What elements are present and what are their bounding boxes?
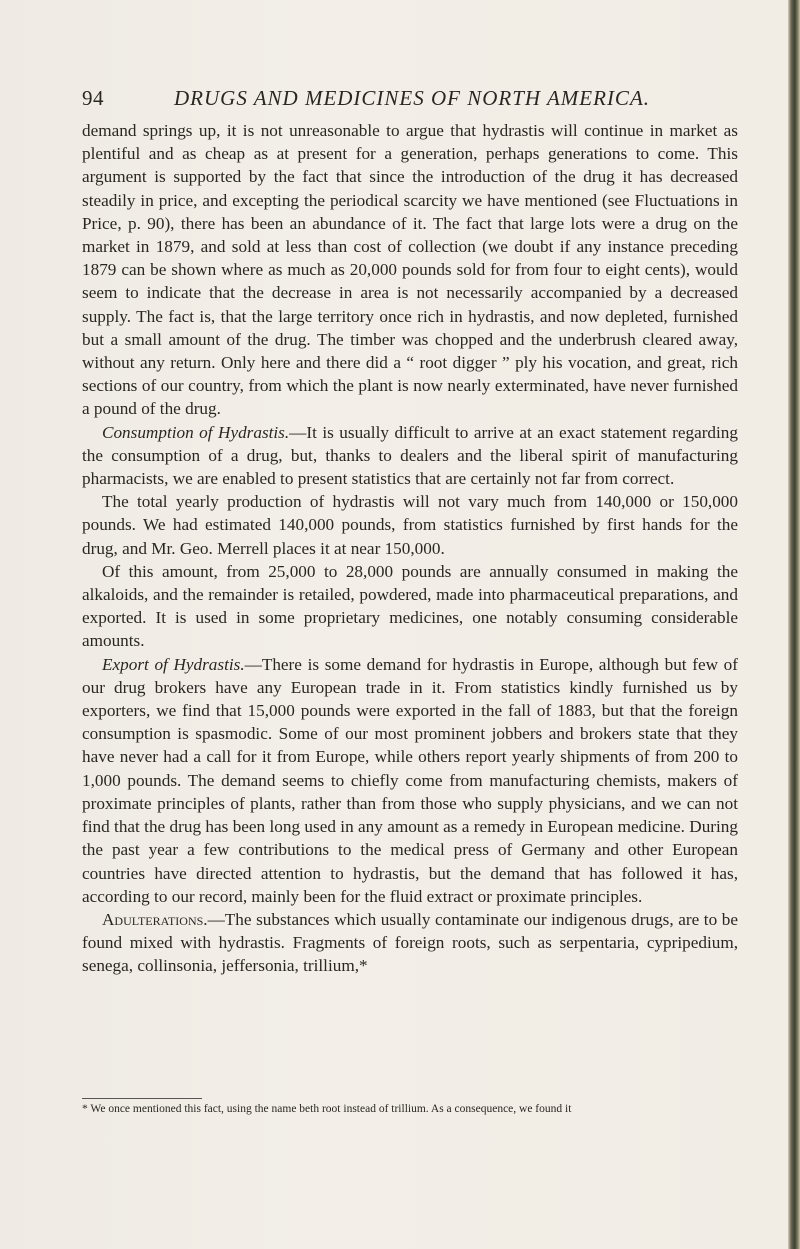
section-heading-consumption: Consumption of Hydrastis. — [102, 422, 290, 442]
page-number: 94 — [82, 86, 104, 110]
body-text — [82, 119, 738, 978]
paragraph-production: The total yearly production of hydrastis will not vary much from 140,000 or 150,000 pounds. We had estimated 140,000 pounds, from statistics furnished by first hands for the drug, and Mr. Geo. Merrell places it at near 150,000. — [82, 492, 738, 558]
section-heading-adulterations: Adulterations. — [102, 909, 208, 929]
paragraph-export-text: —There is some demand for hydrastis in Europe, although but few of our drug brokers have any European trade in it. From statistics kindly furnished us by exporters, we find that 15,000 pounds were exported in the fall of 1883, but that the foreign consumption is spasmodic. Some of our most prominent jobbers and brokers state that they have never had a call for it from Europe, while others report yearly shipments of from 200 to 1,000 pounds. The demand seems to chiefly come from manufacturing chemists, makers of proximate principles of plants, rather than from those who supply physicians, and we can not find that the drug has been long used in any amount as a remedy in European medicine. During the past year a few contributions to the medical press of Germany and other European countries have directed attention to hydrastis, but the demand that has followed it has, according to our record, mainly been for the fluid extract or proximate principles. — [82, 654, 738, 906]
section-heading-export: Export of Hydrastis. — [102, 654, 245, 674]
paragraph-adulterations-text: —The substances which usually contaminate our indigenous drugs, are to be found mixed with hydrastis. Fragments of foreign roots, such as serpentaria, cypripedium, senega, collinsonia, jeffersonia, trillium,* — [82, 909, 738, 976]
paragraph-supply: demand springs up, it is not unreasonable to argue that hydrastis will continue in market as plentiful and as cheap as at present for a generation, perhaps generations to come. This argument is supported by the fact that since the introduction of the drug it has decreased steadily in price, and excepting the periodical scarcity we have mentioned (see Fluctuations in Price, p. 90), there has been an abundance of it. The fact that large lots were a drug on the market in 1879, and sold at less than cost of collection (we doubt if any instance preceding 1879 can be shown where as much as 20,000 pounds sold for from four to eight cents), would seem to indicate that the decrease in area is not necessarily accompanied by a decreased supply. The fact is, that the large territory once rich in hydrastis, and now depleted, furnished but a small amount of the drug. The timber was chopped and the underbrush cleared away, without any return. Only here and there did a “ root digger ” ply his vocation, and great, rich sections of our country, from which the plant is now nearly exterminated, have never furnished a pound of the drug. — [82, 121, 738, 419]
paragraph-alkaloids: Of this amount, from 25,000 to 28,000 pounds are annually consumed in making the alkaloids, and the remainder is retailed, powdered, made into pharmaceutical preparations, and exported. It is used in some proprietary medicines, one notably consuming considerable amounts. — [82, 561, 738, 651]
page-edge-shadow — [788, 0, 800, 1249]
paragraph-consumption-text: —It is usually difficult to arrive at an exact statement regarding the consumption of a drug, but, thanks to dealers and the liberal spirit of manufacturing pharmacists, we are enabled to present statistics that are certainly not far from correct. — [82, 422, 738, 489]
footnote: * We once mentioned this fact, using the name beth root instead of trillium. As a consequence, we found it — [82, 1103, 572, 1115]
page-header — [82, 84, 722, 114]
paragraph-adulterations — [82, 908, 738, 978]
paragraph-export — [82, 653, 738, 908]
paragraph-consumption — [82, 421, 738, 491]
footnote-rule — [82, 1098, 202, 1099]
running-head: DRUGS AND MEDICINES OF NORTH AMERICA. — [174, 86, 651, 110]
